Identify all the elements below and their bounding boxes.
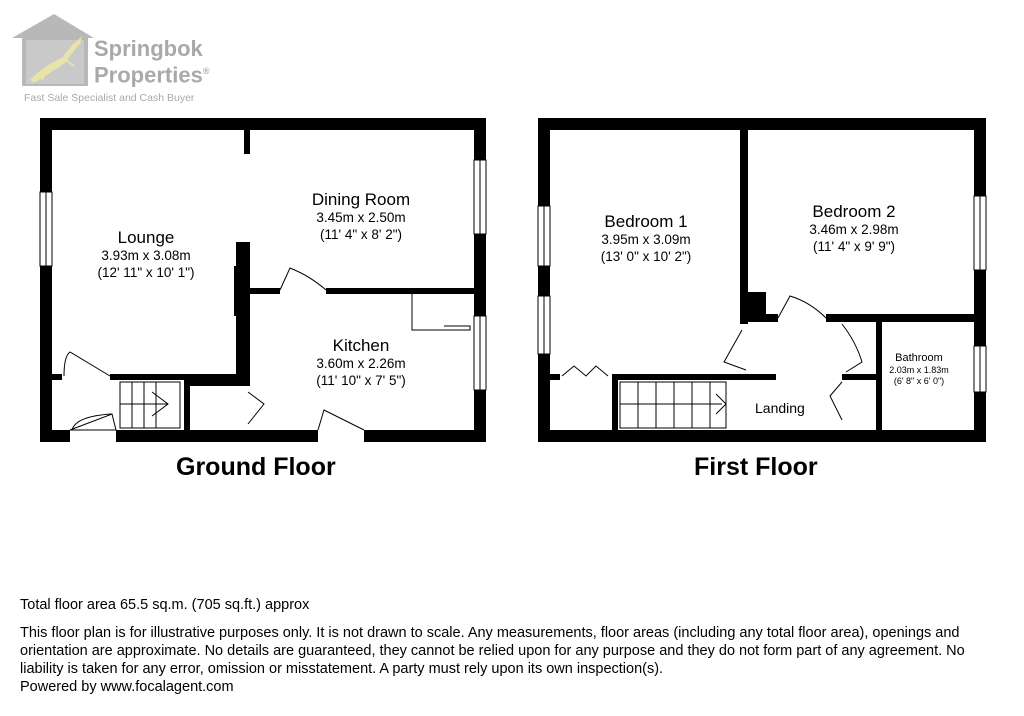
powered-by-text: Powered by www.focalagent.com [20,679,234,695]
room-dim-metric: 3.95m x 3.09m [601,232,691,248]
room-name: Dining Room [311,190,411,209]
room-label-bedroom-2 [784,202,924,255]
ground-floor-title: Ground Floor [176,453,336,481]
room-dim-imperial: (12' 11" x 10' 1") [97,264,195,280]
room-name: Kitchen [332,336,390,355]
room-label-bathroom [884,352,954,387]
room-dim-imperial: (11' 4" x 9' 9") [812,238,896,254]
room-label-bedroom-1 [576,212,716,265]
room-dim-metric: 3.60m x 2.26m [316,356,406,372]
first-floor-walls [538,118,986,442]
total-floor-area: Total floor area 65.5 sq.m. (705 sq.ft.) approx [20,597,310,613]
room-label-landing: Landing [755,400,805,416]
footer [20,596,1010,696]
brand-tagline: Fast Sale Specialist and Cash Buyer [24,92,195,104]
registered-mark: ® [202,66,210,76]
room-dim-imperial: (13' 0" x 10' 2") [600,248,692,264]
room-dim-metric: 3.93m x 3.08m [101,248,191,264]
room-name: Bedroom 1 [604,212,688,231]
room-dim-metric: 3.45m x 2.50m [316,210,406,226]
first-floor-title: First Floor [694,453,818,481]
room-dim-imperial: (11' 10" x 7' 5") [316,372,406,388]
brand-line-2: Properties [94,62,203,88]
room-label-kitchen [290,336,432,389]
room-label-lounge [82,228,210,281]
room-dim-metric: 2.03m x 1.83m [889,365,949,376]
brand-line-1: Springbok [94,36,203,61]
room-dim-metric: 3.46m x 2.98m [809,222,899,238]
room-dim-imperial: (6' 8" x 6' 0") [893,375,945,386]
room-name: Lounge [117,228,175,247]
room-dim-imperial: (11' 4" x 8' 2") [319,226,403,242]
room-name: Bathroom [895,352,943,364]
room-name: Bedroom 2 [812,202,896,221]
room-label-dining-room [290,190,432,243]
disclaimer-text: This floor plan is for illustrative purposes only. It is not drawn to scale. Any measurements, floor areas (including any total floor area), openings and orientation are approximate. No details are guaranteed, they cannot be relied upon for any purpose and they do not form part of any agreement. No liability is taken for any error, omission or misstatement. A party must rely upon its own inspection(s). [20,625,965,677]
